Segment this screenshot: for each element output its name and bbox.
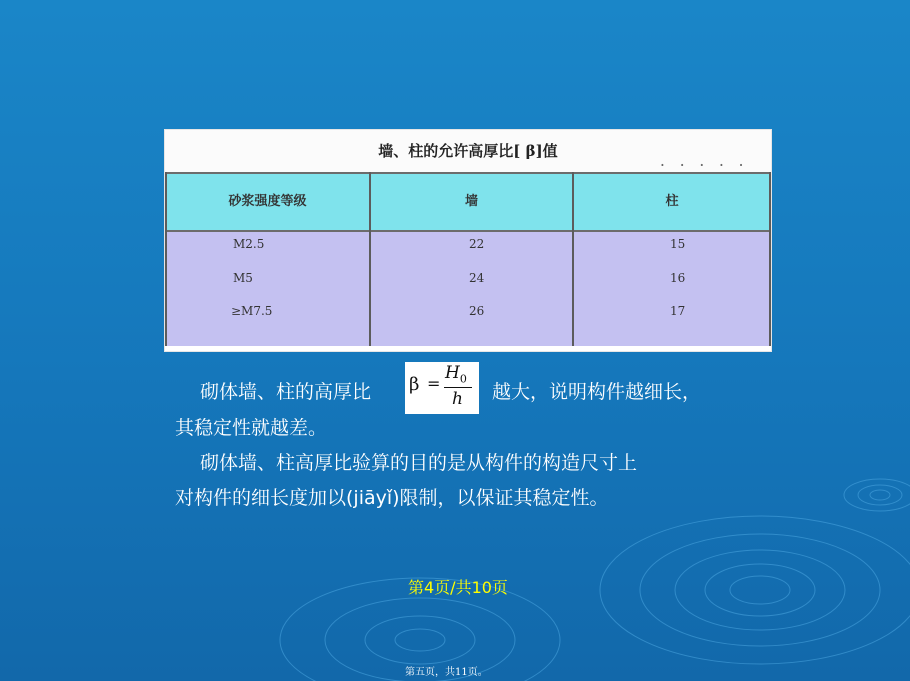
table-divider-1 [369, 172, 371, 346]
formula-numerator-sub: 0 [459, 372, 467, 386]
table-title-marks: . . . . . [660, 156, 749, 169]
formula-numerator-text: H [445, 363, 460, 383]
paragraph2-line1: 砌体墙、柱高厚比验算的目的是从构件的构造尺寸上 [200, 452, 638, 474]
page-number: 第4页/共10页 [408, 578, 508, 597]
header-wall: 墙 [464, 194, 478, 209]
header-mortar-grade: 砂浆强度等级 [228, 194, 307, 209]
table-cell: 16 [670, 271, 686, 285]
header-column: 柱 [665, 194, 679, 209]
formula-denominator: h [452, 389, 463, 409]
paragraph1-line1-before: 砌体墙、柱的高厚比 [200, 381, 372, 403]
table-title [165, 130, 771, 172]
table-divider-2 [572, 172, 574, 346]
paragraph1-line1-after: 越大，说明构件越细长， [492, 381, 702, 403]
table-cell: 15 [670, 237, 686, 251]
table-border-left [165, 172, 167, 346]
table-cell: 26 [469, 304, 485, 318]
formula-beta: β [409, 374, 420, 395]
footer-page-note: 第五页，共11页。 [405, 667, 488, 678]
table-border-right [769, 172, 771, 346]
table-cell: 24 [469, 271, 485, 285]
table-cell: M2.5 [233, 237, 265, 251]
formula-numerator [445, 363, 467, 385]
formula-fraction-bar [444, 387, 472, 388]
table-cell: 22 [469, 237, 485, 251]
formula-equals: = [427, 374, 441, 393]
paragraph2-line2: 对构件的细长度加以(jiāyǐ)限制，以保证其稳定性。 [175, 487, 609, 509]
table-cell: ≥M7.5 [231, 304, 273, 318]
paragraph1-line2: 其稳定性就越差。 [175, 417, 328, 439]
table-cell: M5 [233, 271, 253, 285]
table-cell: 17 [670, 304, 686, 318]
height-thickness-formula [405, 362, 479, 414]
table-title-text: 墙、柱的允许高厚比[ β]值 [378, 142, 558, 160]
height-thickness-table [165, 130, 771, 351]
table-header-row [165, 172, 771, 232]
